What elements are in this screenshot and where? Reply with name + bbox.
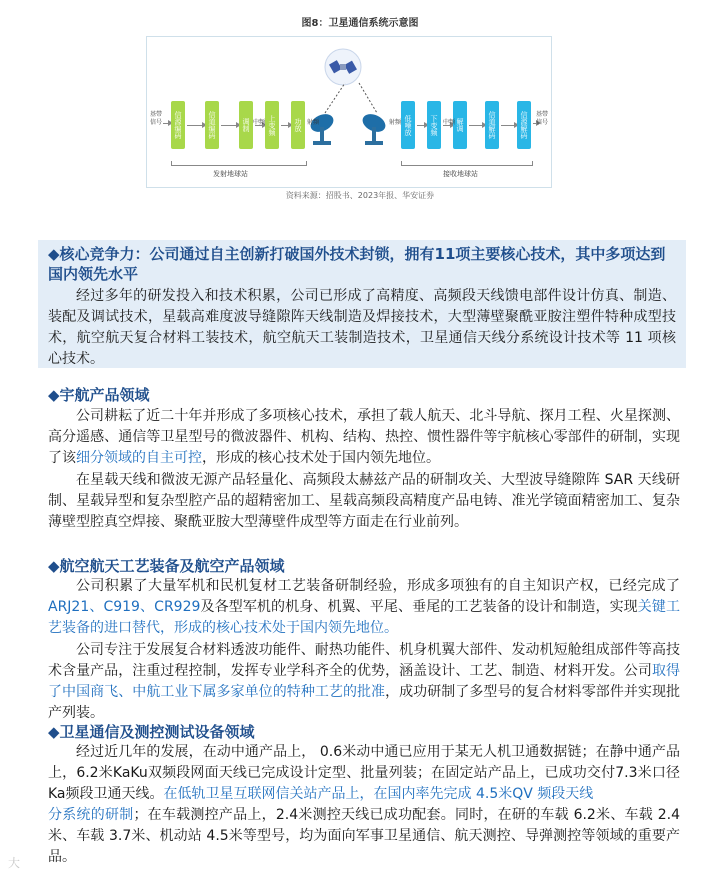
rx-block: 信源解码 bbox=[517, 101, 531, 149]
core-body: 经过多年的研发投入和技术积累，公司已形成了高精度、高频段天线馈电部件设计仿真、制造、装配及调试技术，星载高难度波导缝隙阵天线制造及焊接技术，大型薄壁聚酰亚胺注塑件特种成型技术，航空航天复合材料工装技术，航空航天工装制造技术，卫星通信天线分系统设计技术等 11 项核心技术。 bbox=[48, 288, 676, 367]
rx-block: 下变频 bbox=[427, 101, 441, 149]
rx-station-label: 接收地球站 bbox=[443, 170, 478, 178]
tx-input-label: 基带信号 bbox=[149, 111, 162, 126]
satcom-title: ◆卫星通信及测控测试设备领域 bbox=[48, 723, 255, 741]
satellite-diagram bbox=[146, 36, 552, 188]
aviation-para-1: 公司积累了大量军机和民机复材工艺装备研制经验，形成多项独有的自主知识产权，已经完成了ARJ21、C919、CR929及各型军机的机身、机翼、平尾、垂尾的工艺装备的设计和制造，实现关键工艺装备的进口替代，形成的核心技术处于国内领先地位。 bbox=[48, 578, 681, 636]
tx-block: 上变频 bbox=[265, 101, 279, 149]
aviation-approval-highlight: 取得了中国商飞、中航工业下属多家单位的特种工艺的批准 bbox=[48, 663, 680, 700]
space-title: ◆宇航产品领域 bbox=[48, 386, 150, 404]
watermark: 大 bbox=[8, 856, 21, 870]
space-para-1: 公司耕耘了近二十年并形成了多项核心技术，承担了载人航天、北斗导航、探月工程、火星探测、高分遥感、通信等卫星型号的微波器件、机构、结构、热控、惯性器件等宇航核心零部件的研制，实现了该细分领域的自主可控，形成的核心技术处于国内领先地位。 bbox=[48, 408, 680, 466]
rx-if-label: 中频 bbox=[443, 119, 456, 126]
aviation-aircraft-highlight: ARJ21、C919、CR929 bbox=[48, 599, 201, 615]
core-section bbox=[48, 244, 676, 370]
core-title: ◆核心竞争力：公司通过自主创新打破国外技术封锁，拥有11项主要核心技术，其中多项达到国内领先水平 bbox=[48, 245, 666, 283]
rx-output-label: 基带信号 bbox=[535, 111, 548, 126]
aviation-import-highlight: 关键工艺装备的进口替代，形成的核心技术处于国内领先地位。 bbox=[48, 599, 681, 636]
satcom-highlight: 在低轨卫星互联网信关站产品上，在国内率先完成 4.5米QV 频段天线 bbox=[163, 786, 594, 802]
tx-block: 信源编码 bbox=[171, 101, 185, 149]
figure-title: 图8：卫星通信系统示意图 bbox=[301, 18, 419, 29]
rx-block: 信道解码 bbox=[485, 101, 499, 149]
tx-bracket bbox=[171, 161, 307, 166]
tx-input-arrow bbox=[163, 123, 169, 124]
tx-block: 信道编码 bbox=[205, 101, 219, 149]
rx-block: 低噪放 bbox=[401, 101, 415, 149]
rx-bracket bbox=[401, 161, 533, 166]
figure-source: 资料来源：招股书、2023年报、华安证券 bbox=[285, 191, 435, 200]
aviation-para-2: 公司专注于发展复合材料透波功能件、耐热功能件、机身机翼大部件、发动机短舱组成部件等高技术含量产品，注重过程控制，发挥专业学科齐全的优势，涵盖设计、工艺、制造、材料开发。公司取得了中国商飞、中航工业下属多家单位的特种工艺的批准，成功研制了多型号的复合材料零部件并实现批产列装。 bbox=[48, 642, 681, 721]
space-para-2: 在星载天线和微波无源产品轻量化、高频段太赫兹产品的研制攻关、大型波导缝隙阵 SAR 天线研制、星载异型和复杂型腔产品的超精密加工、星载高频段高精度产品电铸、准光学镜面精密加工、复杂薄壁型腔真空焊接、聚酰亚胺大型薄壁件成型等方面走在行业前列。 bbox=[48, 472, 680, 530]
tx-station-label: 发射地球站 bbox=[213, 170, 248, 178]
aviation-title: ◆航空航天工艺装备及航空产品领域 bbox=[48, 557, 285, 575]
tx-if-label: 中频 bbox=[253, 119, 266, 126]
tx-rf-label: 射频 bbox=[307, 119, 320, 126]
satcom-para: 经过近几年的发展，在动中通产品上， 0.6米动中通已应用于某无人机卫通数据链；在静中通产品上，6.2米KaKu双频段网面天线已完成设计定型、批量列装；在固定站产品上，已成功交付7.3米口径 Ka频段卫通天线。在低轨卫星互联网信关站产品上，在国内率先完成 4.5米QV 频段天线 分系统的研制；在车载测控产品上，2.4米测控天线已成功配套。同时，在研的车载 6.2米、车载 2.4米、车载 3.7米、机动站 4.5米等型号，均为面向军事卫星通信、航天测控、导弹测控等领域的重要产品。 bbox=[48, 744, 680, 865]
tx-block: 调制 bbox=[239, 101, 253, 149]
uplink-line bbox=[317, 77, 387, 117]
tx-block: 功放 bbox=[291, 101, 305, 149]
satcom-highlight-2: 分系统的研制 bbox=[48, 807, 134, 823]
rx-block: 解调 bbox=[453, 101, 467, 149]
rx-rf-label: 射频 bbox=[389, 119, 402, 126]
space-highlight: 细分领域的自主可控 bbox=[76, 450, 202, 466]
